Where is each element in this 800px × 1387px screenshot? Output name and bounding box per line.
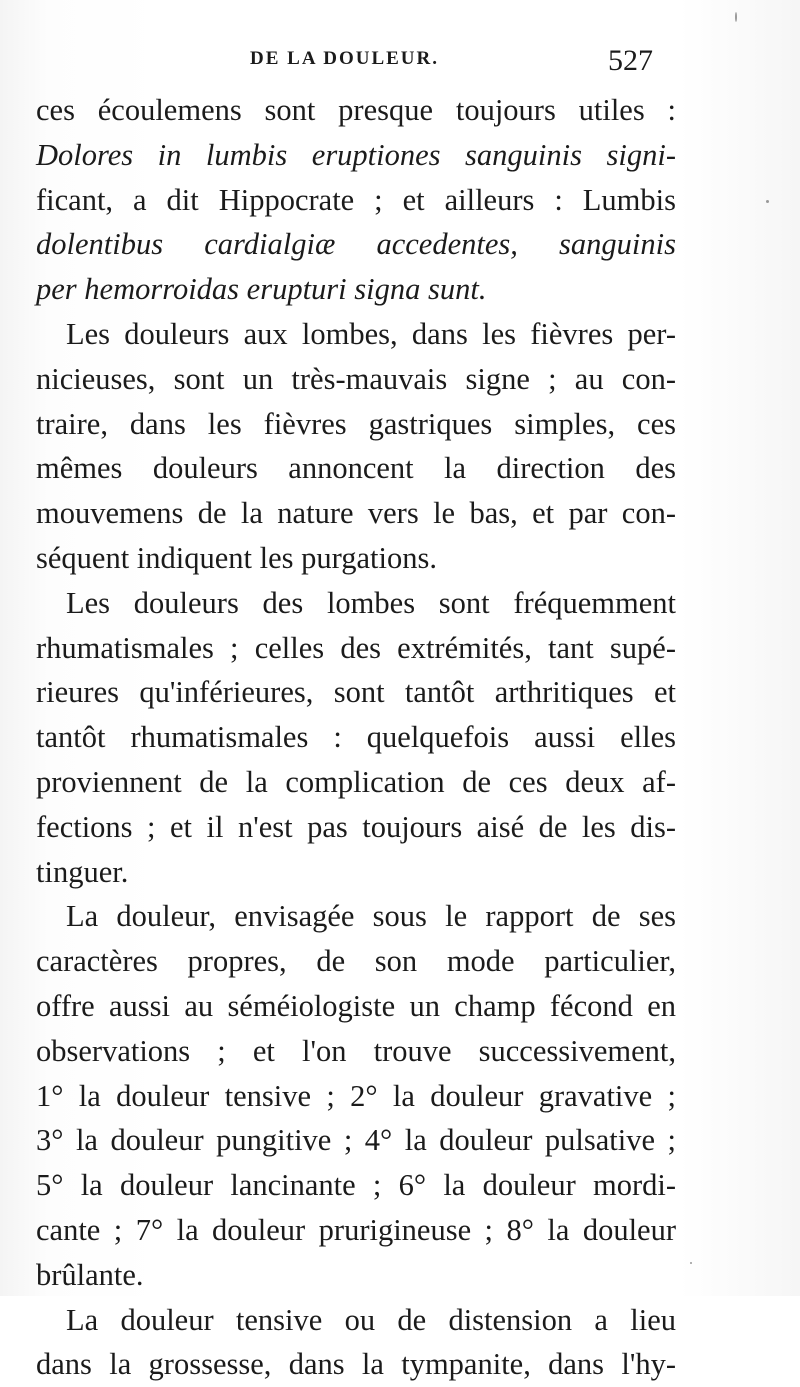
- text-line: mouvemens de la nature vers le bas, et par con-: [36, 496, 676, 531]
- paper-speck: [735, 12, 737, 22]
- paragraph-start: La douleur, envisagée sous le rapport de ses: [66, 899, 676, 934]
- text-line: tinguer.: [36, 854, 129, 889]
- running-title: DE LA DOULEUR.: [250, 48, 439, 69]
- text-line: tantôt rhumatismales : quelquefois aussi elles: [36, 720, 676, 755]
- paragraph-start: Les douleurs aux lombes, dans les fièvres per-: [66, 316, 676, 351]
- paper-speck: [766, 200, 769, 203]
- text-line: 5° la douleur lancinante ; 6° la douleur mordi-: [36, 1168, 676, 1203]
- paragraph-start: Les douleurs des lombes sont fréquemment: [66, 585, 676, 620]
- text-line: traire, dans les fièvres gastriques simples, ces: [36, 406, 676, 441]
- text-line: offre aussi au séméiologiste un champ fécond en: [36, 988, 676, 1023]
- text-line: cante ; 7° la douleur prurigineuse ; 8° la douleur: [36, 1212, 676, 1247]
- text-line: ces écoulemens sont presque toujours utiles :: [36, 93, 676, 127]
- text-line: brûlante.: [36, 1257, 144, 1292]
- body-text: [36, 88, 676, 1387]
- paragraph-start: La douleur tensive ou de distension a lieu: [66, 1302, 676, 1337]
- text-line: nicieuses, sont un très-mauvais signe ; au con-: [36, 361, 676, 396]
- text-line: 3° la douleur pungitive ; 4° la douleur pulsative ;: [36, 1123, 676, 1158]
- text-line: rhumatismales ; celles des extrémités, tant supé-: [36, 630, 676, 665]
- text-line: proviennent de la complication de ces deux af-: [36, 764, 676, 799]
- running-head: [0, 44, 800, 84]
- text-line: ficant, a dit Hippocrate ; et ailleurs : Lumbis: [36, 182, 676, 217]
- text-line: observations ; et l'on trouve successivement,: [36, 1033, 676, 1068]
- text-line: rieures qu'inférieures, sont tantôt arthritiques et: [36, 675, 676, 710]
- text-line: 1° la douleur tensive ; 2° la douleur gravative ;: [36, 1078, 676, 1113]
- page-number: 527: [608, 44, 653, 77]
- text-line: séquent indiquent les purgations.: [36, 540, 437, 575]
- text-line-latin: per hemorroidas erupturi signa sunt.: [36, 272, 487, 307]
- text-line: mêmes douleurs annoncent la direction des: [36, 451, 676, 486]
- text-line: fections ; et il n'est pas toujours aisé de les dis-: [36, 809, 676, 844]
- text-line-latin: dolentibus cardialgiæ accedentes, sanguinis: [36, 227, 676, 262]
- text-line-latin: Dolores in lumbis eruptiones sanguinis signi-: [36, 137, 676, 172]
- text-line: dans la grossesse, dans la tympanite, dans l'hy-: [36, 1347, 676, 1382]
- text-line: caractères propres, de son mode particulier,: [36, 944, 676, 979]
- paper-speck: [690, 1262, 692, 1264]
